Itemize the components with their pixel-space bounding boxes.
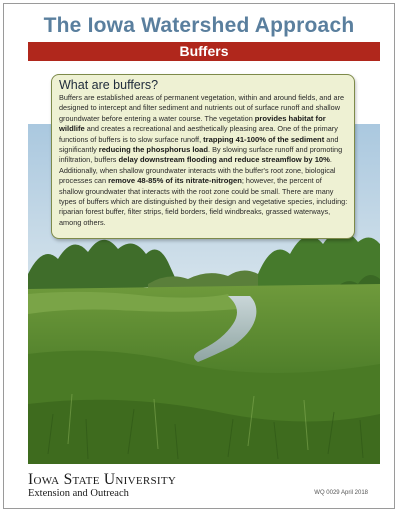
page [3, 3, 395, 509]
box-body-text [59, 93, 348, 228]
university-name: Iowa State University [28, 471, 177, 488]
what-are-buffers-box [51, 74, 355, 239]
text-segment: and significantly [59, 134, 339, 155]
section-banner: Buffers [28, 42, 380, 61]
highlight-nitrate: remove 48-85% of its nitrate-nitrogen [108, 176, 242, 186]
publication-code: WQ 0029 April 2018 [314, 490, 368, 496]
highlight-habitat: provides habitat for wildlife [59, 113, 326, 134]
text-segment: ; however, the percent of shallow groundwater that interacts with the root zone could be small. There are many types of buffers which are distinguished by their design and vegetative species, including: riparian forest buffer, filter strips, field borders, field windbreaks, grassed waterways, among others. [59, 176, 348, 227]
highlight-sediment: trapping 41-100% of the sediment [203, 134, 325, 144]
extension-name: Extension and Outreach [28, 488, 129, 499]
highlight-phosphorus: reducing the phosphorus load [98, 145, 209, 155]
text-segment: and creates a recreational and aesthetically pleasing area. One of the primary functions of buffers is to slow surface runoff, [59, 124, 338, 144]
highlight-flooding: delay downstream flooding and reduce streamflow by 10% [118, 155, 330, 165]
text-segment: Buffers are established areas of permanent vegetation, within and around fields, and are designed to intercept and filter sediment and nutrients out of surface runoff and shallow groundwater before entering a water course. The vegetation [59, 93, 345, 123]
box-heading: What are buffers? [59, 78, 159, 92]
page-title: The Iowa Watershed Approach [43, 14, 355, 37]
text-segment: . Additionally, when shallow groundwater interacts with the buffer's root zone, biological processes can [59, 155, 336, 186]
text-segment: . By slowing surface runoff and promoting infiltration, buffers [59, 145, 343, 165]
